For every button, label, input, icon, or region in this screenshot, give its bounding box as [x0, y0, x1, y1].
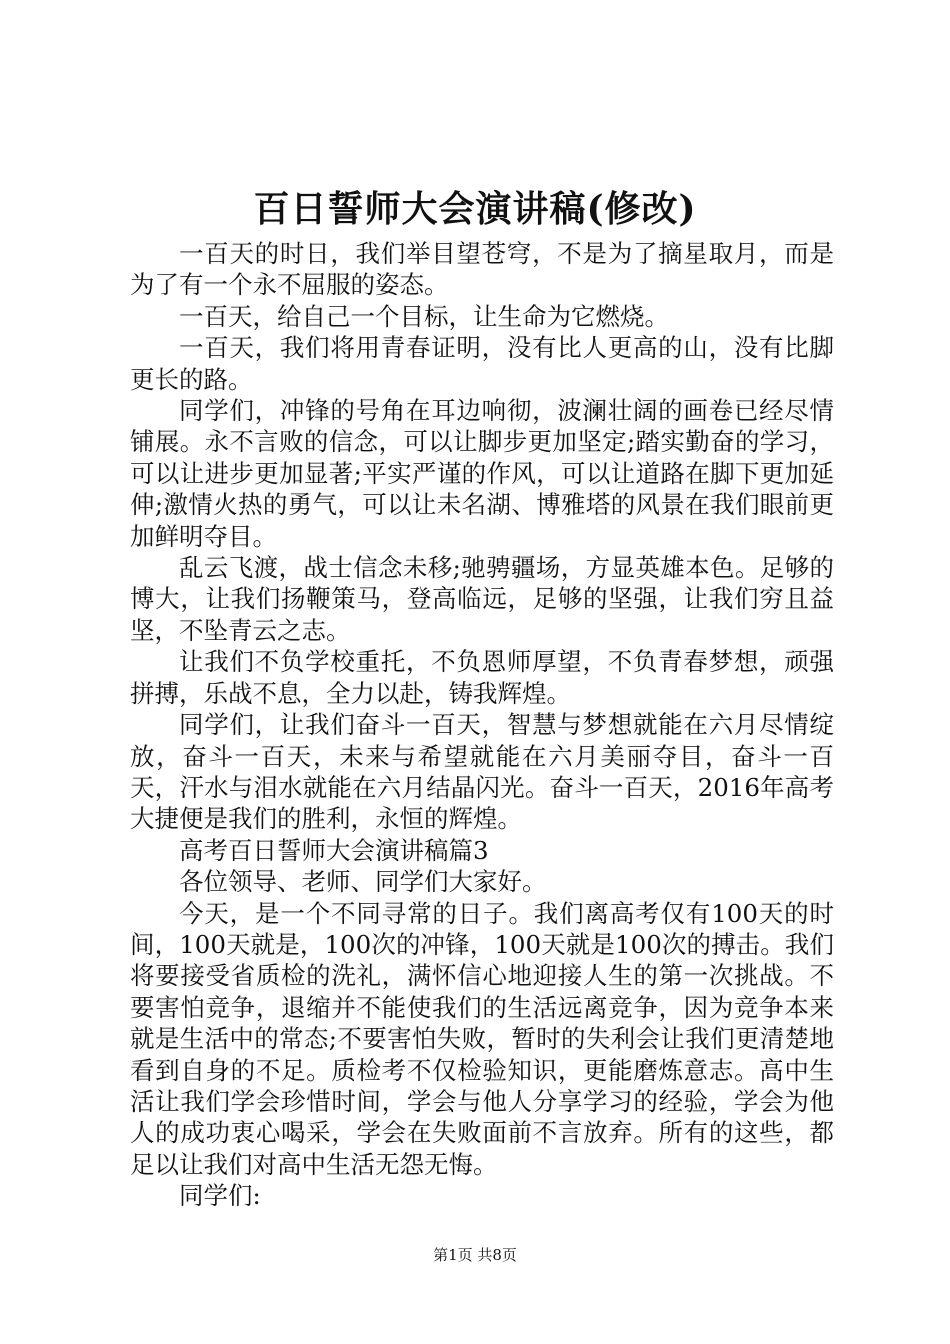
document-body — [130, 238, 834, 1212]
paragraph-1: 一百天的时日，我们举目望苍穹，不是为了摘星取月，而是为了有一个永不屈服的姿态。 — [130, 239, 834, 300]
paragraph-2: 一百天，给自己一个目标，让生命为它燃烧。 — [179, 301, 669, 331]
paragraph-4: 同学们，冲锋的号角在耳边响彻，波澜壮阔的画卷已经尽情铺展。永不言败的信念，可以让脚步更加坚定;踏实勤奋的学习，可以让进步更加显著;平实严谨的作风，可以让道路在脚下更加延伸;激情火热的勇气，可以让未名湖、博雅塔的风景在我们眼前更加鲜明夺目。 — [130, 396, 834, 551]
paragraph-3: 一百天，我们将用青春证明，没有比人更高的山，没有比脚更长的路。 — [130, 333, 834, 394]
section-heading: 高考百日誓师大会演讲稿篇3 — [179, 835, 489, 865]
paragraph-6: 让我们不负学校重托，不负恩师厚望，不负青春梦想，顽强拼搏，乐战不息，全力以赴，铸我辉煌。 — [130, 647, 834, 708]
paragraph-7: 同学们，让我们奋斗一百天，智慧与梦想就能在六月尽情绽放，奋斗一百天，未来与希望就能在六月美丽夺目，奋斗一百天，汗水与泪水就能在六月结晶闪光。奋斗一百天，2016年高考大捷便是我们的胜利，永恒的辉煌。 — [130, 710, 834, 834]
paragraph-8: 今天，是一个不同寻常的日子。我们离高考仅有100天的时间，100天就是，100次的冲锋，100天就是100次的搏击。我们将要接受省质检的洗礼，满怀信心地迎接人生的第一次挑战。不要害怕竞争，退缩并不能使我们的生活远离竞争，因为竞争本来就是生活中的常态;不要害怕失败，暂时的失利会让我们更清楚地看到自身的不足。质检考不仅检验知识，更能磨炼意志。高中生活让我们学会珍惜时间，学会与他人分享学习的经验，学会为他人的成功衷心喝采，学会在失败面前不言放弃。所有的这些，都足以让我们对高中生活无怨无悔。 — [130, 898, 834, 1179]
page-number: 第1页 共8页 — [433, 1246, 517, 1264]
paragraph-9: 同学们: — [179, 1181, 261, 1211]
salutation: 各位领导、老师、同学们大家好。 — [179, 867, 547, 897]
document-title: 百日誓师大会演讲稿(修改) — [253, 188, 697, 230]
paragraph-5: 乱云飞渡，战士信念未移;驰骋疆场，方显英雄本色。足够的博大，让我们扬鞭策马，登高临远，足够的坚强，让我们穷且益坚，不坠青云之志。 — [130, 553, 834, 645]
